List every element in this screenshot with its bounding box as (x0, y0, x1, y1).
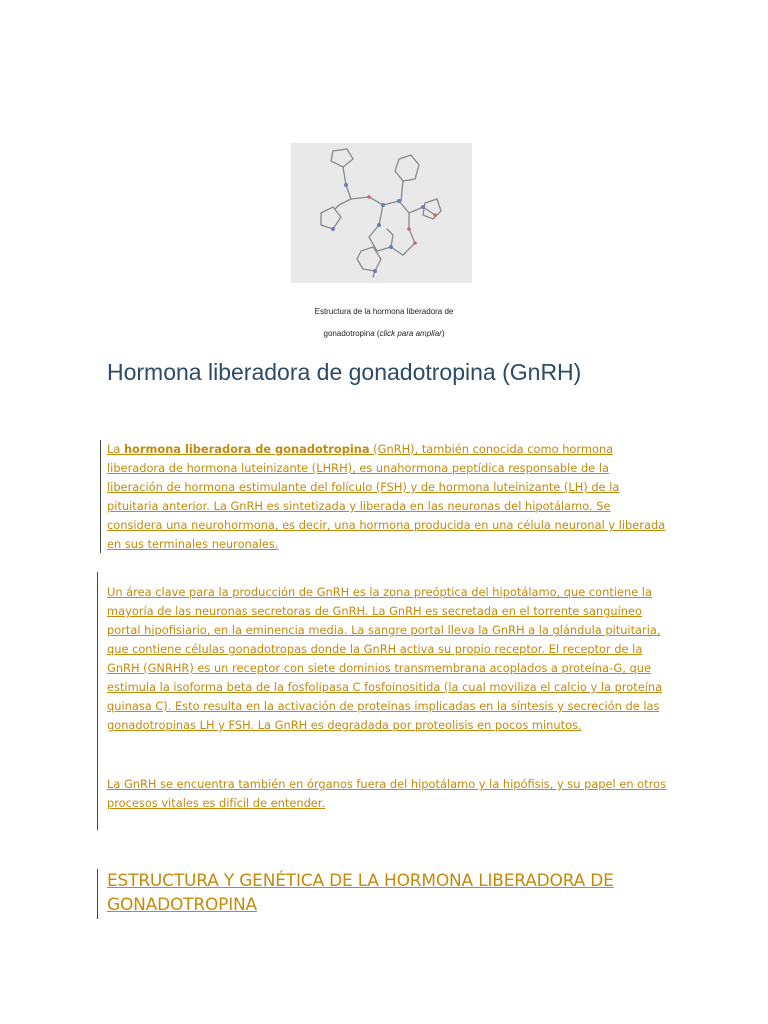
figure-caption-line2 (0, 329, 768, 338)
paragraph-production[interactable]: Un área clave para la producción de GnRH es la zona preóptica del hipotálamo, que contiene la mayoría de las neuronas secretoras de GnRH. La GnRH es secretada en el torrente sanguíneo portal hipofisiario, en la eminencia media. La sangre portal lleva la GnRH a la glándula pituitaria, que contiene células gonadotropas donde la GnRH activa su propio receptor. El receptor de la GnRH (GNRHR) es un receptor con siete dominios transmembrana acoplados a proteína-G, que estimula la isoforma beta de la fosfolipasa C fosfoinositida (la cual moviliza el calcio y la proteína quinasa C). Esto resulta en la activación de proteínas implicadas en la síntesis y secreción de las gonadotropinas LH y FSH. La GnRH es degradada por proteolisis en pocos minutos. (107, 585, 663, 732)
page-title: Hormona liberadora de gonadotropina (GnRH) (107, 359, 582, 385)
caption-prefix: gonadotropina ( (323, 329, 380, 338)
paragraph-intro-bold: hormona liberadora de gonadotropina (123, 442, 370, 456)
paragraph-other-organs[interactable]: La GnRH se encuentra también en órganos fuera del hipotálamo y la hipófisis, y su papel en otros procesos vitales es difícil de entender. (107, 777, 666, 810)
molecule-icon (291, 143, 472, 283)
text-cursor-bar (100, 440, 101, 553)
click-to-enlarge-link[interactable]: click para ampliar (379, 329, 442, 338)
figure-caption-line1: Estructura de la hormona liberadora de (314, 307, 454, 316)
caption-suffix: ) (441, 329, 445, 338)
paragraph-intro-prefix: La (107, 442, 124, 456)
text-cursor-bar (97, 572, 98, 830)
paragraph-intro[interactable] (107, 440, 667, 554)
text-cursor-bar (97, 869, 98, 919)
molecule-structure-image[interactable] (291, 143, 472, 283)
section-heading[interactable]: ESTRUCTURA Y GENÉTICA DE LA HORMONA LIBERADORA DE GONADOTROPINA (107, 871, 614, 915)
paragraph-intro-text: (GnRH), también conocida como hormona liberadora de hormona luteinizante (LHRH), es unahormona peptídica responsable de la liberación de hormona estimulante del folículo (FSH) y de hormona luteinizante (LH) de la pituitaria anterior. La GnRH es sintetizada y liberada en las neuronas del hipotálamo. Se considera una neurohormona, es decir, una hormona producida en una célula neuronal y liberada en sus terminales neuronales. (107, 442, 666, 551)
